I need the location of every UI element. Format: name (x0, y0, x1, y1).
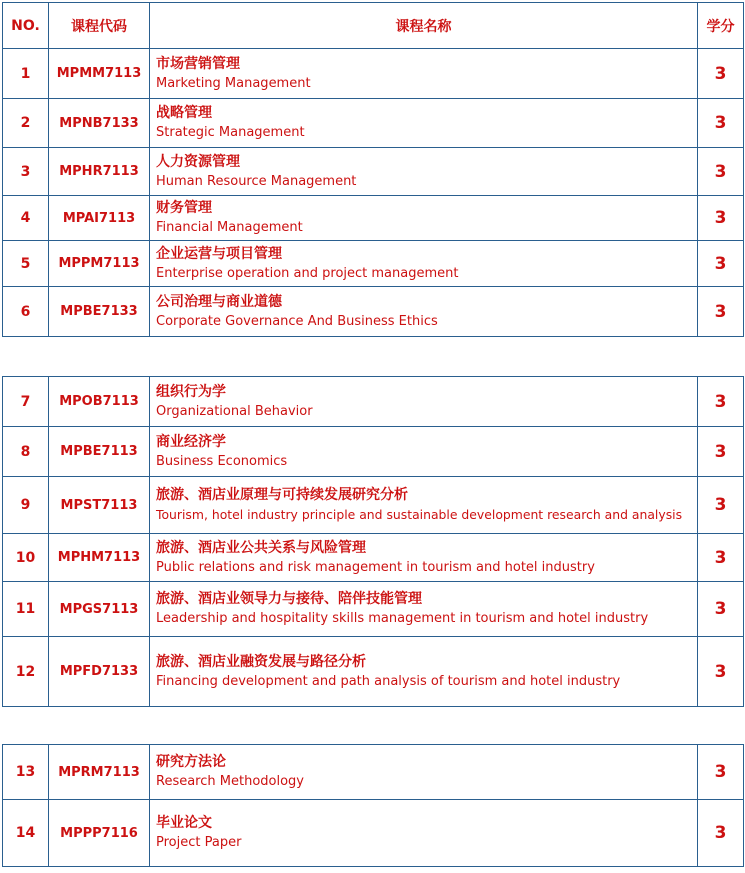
table-row (3, 196, 744, 241)
course-name-en: Research Methodology (156, 774, 304, 789)
course-name-en: Corporate Governance And Business Ethics (156, 313, 438, 329)
course-table-1 (2, 2, 744, 337)
course-name-zh: 研究方法论 (156, 754, 226, 770)
course-code: MPOB7113 (49, 377, 150, 427)
table-row (3, 534, 744, 582)
course-credit: 3 (698, 148, 744, 196)
course-name-en: Marketing Management (156, 75, 311, 91)
course-name-en: Financial Management (156, 220, 303, 235)
course-code: MPHM7113 (49, 534, 150, 582)
course-name-zh: 组织行为学 (156, 383, 226, 400)
course-name-en: Leadership and hospitality skills management in tourism and hotel industry (156, 611, 649, 626)
course-name-zh: 人力资源管理 (156, 153, 240, 170)
header-no: NO. (3, 3, 49, 49)
course-name (150, 148, 698, 196)
course-no: 9 (3, 477, 49, 534)
table-row (3, 49, 744, 99)
course-name (150, 241, 698, 287)
course-name-zh: 商业经济学 (156, 433, 226, 450)
course-name (150, 427, 698, 477)
course-no: 8 (3, 427, 49, 477)
header-code: 课程代码 (49, 3, 150, 49)
course-table-2 (2, 376, 744, 707)
course-credit: 3 (698, 49, 744, 99)
course-no: 7 (3, 377, 49, 427)
course-no: 1 (3, 49, 49, 99)
course-code: MPBE7113 (49, 427, 150, 477)
course-no: 4 (3, 196, 49, 241)
course-credit: 3 (698, 477, 744, 534)
table-row (3, 377, 744, 427)
course-credit: 3 (698, 287, 744, 337)
course-name-en: Public relations and risk management in tourism and hotel industry (156, 559, 595, 575)
course-no: 12 (3, 637, 49, 707)
table-row (3, 745, 744, 800)
course-name (150, 477, 698, 534)
course-credit: 3 (698, 241, 744, 287)
course-credit: 3 (698, 377, 744, 427)
course-code: MPAI7113 (49, 196, 150, 241)
course-code: MPRM7113 (49, 745, 150, 800)
course-credit: 3 (698, 745, 744, 800)
course-name-zh: 旅游、酒店业公共关系与风险管理 (156, 539, 366, 556)
course-name (150, 637, 698, 707)
course-name (150, 287, 698, 337)
course-code: MPPM7113 (49, 241, 150, 287)
course-no: 6 (3, 287, 49, 337)
course-credit: 3 (698, 582, 744, 637)
table-row (3, 800, 744, 867)
course-name-en: Project Paper (156, 835, 242, 850)
table-row (3, 99, 744, 148)
course-name-en: Human Resource Management (156, 173, 357, 189)
course-code: MPGS7113 (49, 582, 150, 637)
course-name-zh: 公司治理与商业道德 (156, 293, 282, 310)
course-name-zh: 毕业论文 (156, 815, 212, 831)
course-code: MPST7113 (49, 477, 150, 534)
course-name-zh: 战略管理 (156, 105, 212, 121)
course-name-zh: 旅游、酒店业原理与可持续发展研究分析 (156, 487, 408, 503)
course-name-en: Organizational Behavior (156, 403, 313, 419)
course-name (150, 534, 698, 582)
course-no: 14 (3, 800, 49, 867)
course-credit: 3 (698, 534, 744, 582)
course-name-en: Tourism, hotel industry principle and sustainable development research and analysis (156, 507, 683, 522)
table-row (3, 477, 744, 534)
course-name-en: Enterprise operation and project management (156, 265, 459, 281)
header-name: 课程名称 (150, 3, 698, 49)
course-name-en: Business Economics (156, 453, 288, 469)
course-name (150, 99, 698, 148)
table-row (3, 148, 744, 196)
course-code: MPNB7133 (49, 99, 150, 148)
course-code: MPMM7113 (49, 49, 150, 99)
table-row (3, 582, 744, 637)
header-row (3, 3, 744, 49)
course-name-zh: 旅游、酒店业融资发展与路径分析 (156, 653, 366, 670)
course-name (150, 49, 698, 99)
course-no: 13 (3, 745, 49, 800)
course-no: 3 (3, 148, 49, 196)
course-credit: 3 (698, 196, 744, 241)
table-row (3, 241, 744, 287)
course-name-zh: 财务管理 (156, 200, 212, 216)
course-code: MPHR7113 (49, 148, 150, 196)
course-name-en: Strategic Management (156, 125, 305, 140)
course-name-zh: 企业运营与项目管理 (156, 245, 282, 262)
course-no: 2 (3, 99, 49, 148)
table-row (3, 287, 744, 337)
course-name-zh: 旅游、酒店业领导力与接待、陪伴技能管理 (156, 591, 422, 607)
course-name-en: Financing development and path analysis of tourism and hotel industry (156, 673, 621, 689)
course-credit: 3 (698, 427, 744, 477)
table-row (3, 637, 744, 707)
course-name (150, 745, 698, 800)
table-row (3, 427, 744, 477)
course-name (150, 800, 698, 867)
course-name (150, 377, 698, 427)
course-name (150, 196, 698, 241)
course-code: MPPP7116 (49, 800, 150, 867)
course-no: 5 (3, 241, 49, 287)
course-name (150, 582, 698, 637)
course-credit: 3 (698, 99, 744, 148)
course-no: 10 (3, 534, 49, 582)
course-no: 11 (3, 582, 49, 637)
course-name-zh: 市场营销管理 (156, 55, 240, 72)
course-credit: 3 (698, 637, 744, 707)
course-code: MPFD7133 (49, 637, 150, 707)
course-credit: 3 (698, 800, 744, 867)
course-code: MPBE7133 (49, 287, 150, 337)
course-table-3 (2, 744, 744, 867)
header-credit: 学分 (698, 3, 744, 49)
